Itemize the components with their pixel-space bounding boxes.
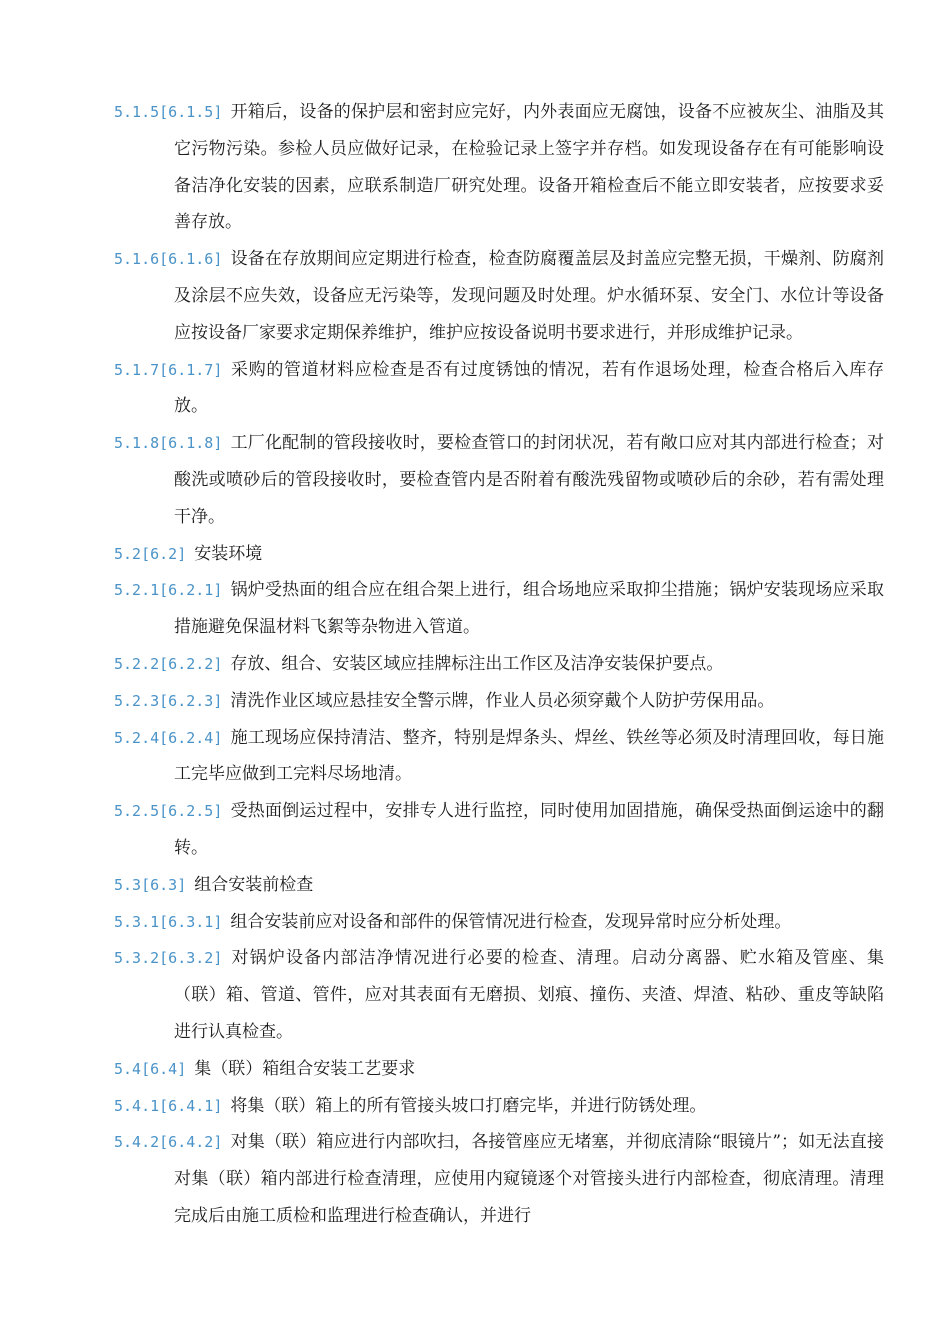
clause-5-2-5 xyxy=(114,793,884,867)
clause-5-2-2 xyxy=(114,646,884,683)
clause-text: 组合安装前应对设备和部件的保管情况进行检查，发现异常时应分析处理。 xyxy=(230,911,792,932)
clause-number: 5.3.2[6.3.2] xyxy=(114,949,223,968)
clause-5-4-2 xyxy=(114,1124,884,1234)
clause-5-3-2 xyxy=(114,940,884,1050)
clause-text: 工厂化配制的管段接收时，要检查管口的封闭状况，若有敞口应对其内部进行检查；对酸洗或喷砂后的管段接收时，要检查管内是否附着有酸洗残留物或喷砂后的余砂，若有需处理干净。 xyxy=(174,433,884,527)
clause-text: 锅炉受热面的组合应在组合架上进行，组合场地应采取抑尘措施；锅炉安装现场应采取措施避免保温材料飞絮等杂物进入管道。 xyxy=(174,580,884,638)
document-body xyxy=(114,94,884,1235)
clause-text: 采购的管道材料应检查是否有过度锈蚀的情况，若有作退场处理，检查合格后入库存放。 xyxy=(174,359,884,417)
clause-5-4-1 xyxy=(114,1088,884,1125)
clause-number: 5.4.1[6.4.1] xyxy=(114,1096,223,1115)
clause-5-1-5 xyxy=(114,94,884,241)
section-heading-5-4 xyxy=(114,1051,884,1088)
clause-5-2-4 xyxy=(114,720,884,794)
clause-text: 设备在存放期间应定期进行检查，检查防腐覆盖层及封盖应完整无损，干燥剂、防腐剂及涂层不应失效，设备应无污染等，发现问题及时处理。炉水循环泵、安全门、水位计等设备应按设备厂家要求定期保养维护，维护应按设备说明书要求进行，并形成维护记录。 xyxy=(174,249,884,343)
section-heading-5-2 xyxy=(114,536,884,573)
section-title: 安装环境 xyxy=(194,543,263,564)
clause-5-1-8 xyxy=(114,425,884,535)
clause-5-1-7 xyxy=(114,352,884,426)
section-number: 5.4[6.4] xyxy=(114,1059,187,1078)
clause-number: 5.1.7[6.1.7] xyxy=(114,360,223,379)
clause-5-2-3 xyxy=(114,683,884,720)
clause-5-3-1 xyxy=(114,904,884,941)
section-number: 5.2[6.2] xyxy=(114,544,187,563)
clause-text: 受热面倒运过程中，安排专人进行监控，同时使用加固措施，确保受热面倒运途中的翻转。 xyxy=(174,801,884,858)
clause-text: 将集（联）箱上的所有管接头坡口打磨完毕，并进行防锈处理。 xyxy=(230,1095,707,1116)
clause-text: 对集（联）箱应进行内部吹扫，各接管座应无堵塞，并彻底清除“眼镜片”；如无法直接对集（联）箱内部进行检查清理，应使用内窥镜逐个对管接头进行内部检查，彻底清理。清理完成后由施工质检和监理进行检查确认，并进行 xyxy=(174,1132,884,1226)
clause-number: 5.3.1[6.3.1] xyxy=(114,912,223,931)
clause-text: 施工现场应保持清洁、整齐，特别是焊条头、焊丝、铁丝等必须及时清理回收，每日施工完毕应做到工完料尽场地清。 xyxy=(174,727,884,785)
clause-5-1-6 xyxy=(114,241,884,351)
clause-number: 5.4.2[6.4.2] xyxy=(114,1133,223,1152)
clause-number: 5.2.4[6.2.4] xyxy=(114,728,223,747)
section-title: 组合安装前检查 xyxy=(194,874,314,895)
section-title: 集（联）箱组合安装工艺要求 xyxy=(194,1058,416,1079)
clause-number: 5.2.3[6.2.3] xyxy=(114,691,223,710)
clause-text: 存放、组合、安装区域应挂牌标注出工作区及洁净安装保护要点。 xyxy=(230,653,724,674)
clause-number: 5.2.5[6.2.5] xyxy=(114,802,223,821)
clause-number: 5.2.1[6.2.1] xyxy=(114,581,223,600)
clause-number: 5.1.5[6.1.5] xyxy=(114,103,223,121)
clause-number: 5.1.6[6.1.6] xyxy=(114,250,223,269)
clause-text: 清洗作业区域应悬挂安全警示牌，作业人员必须穿戴个人防护劳保用品。 xyxy=(230,690,775,711)
clause-number: 5.1.8[6.1.8] xyxy=(114,434,223,453)
clause-number: 5.2.2[6.2.2] xyxy=(114,654,223,673)
clause-text: 对锅炉设备内部洁净情况进行必要的检查、清理。启动分离器、贮水箱及管座、集（联）箱、管道、管件，应对其表面有无磨损、划痕、撞伤、夹渣、焊渣、粘砂、重皮等缺陷进行认真检查。 xyxy=(174,948,884,1042)
clause-text: 开箱后，设备的保护层和密封应完好，内外表面应无腐蚀，设备不应被灰尘、油脂及其它污物污染。参检人员应做好记录，在检验记录上签字并存档。如发现设备存在有可能影响设备洁净化安装的因素，应联系制造厂研究处理。设备开箱检查后不能立即安装者，应按要求妥善存放。 xyxy=(174,102,884,233)
section-number: 5.3[6.3] xyxy=(114,875,187,894)
section-heading-5-3 xyxy=(114,867,884,904)
clause-5-2-1 xyxy=(114,572,884,646)
